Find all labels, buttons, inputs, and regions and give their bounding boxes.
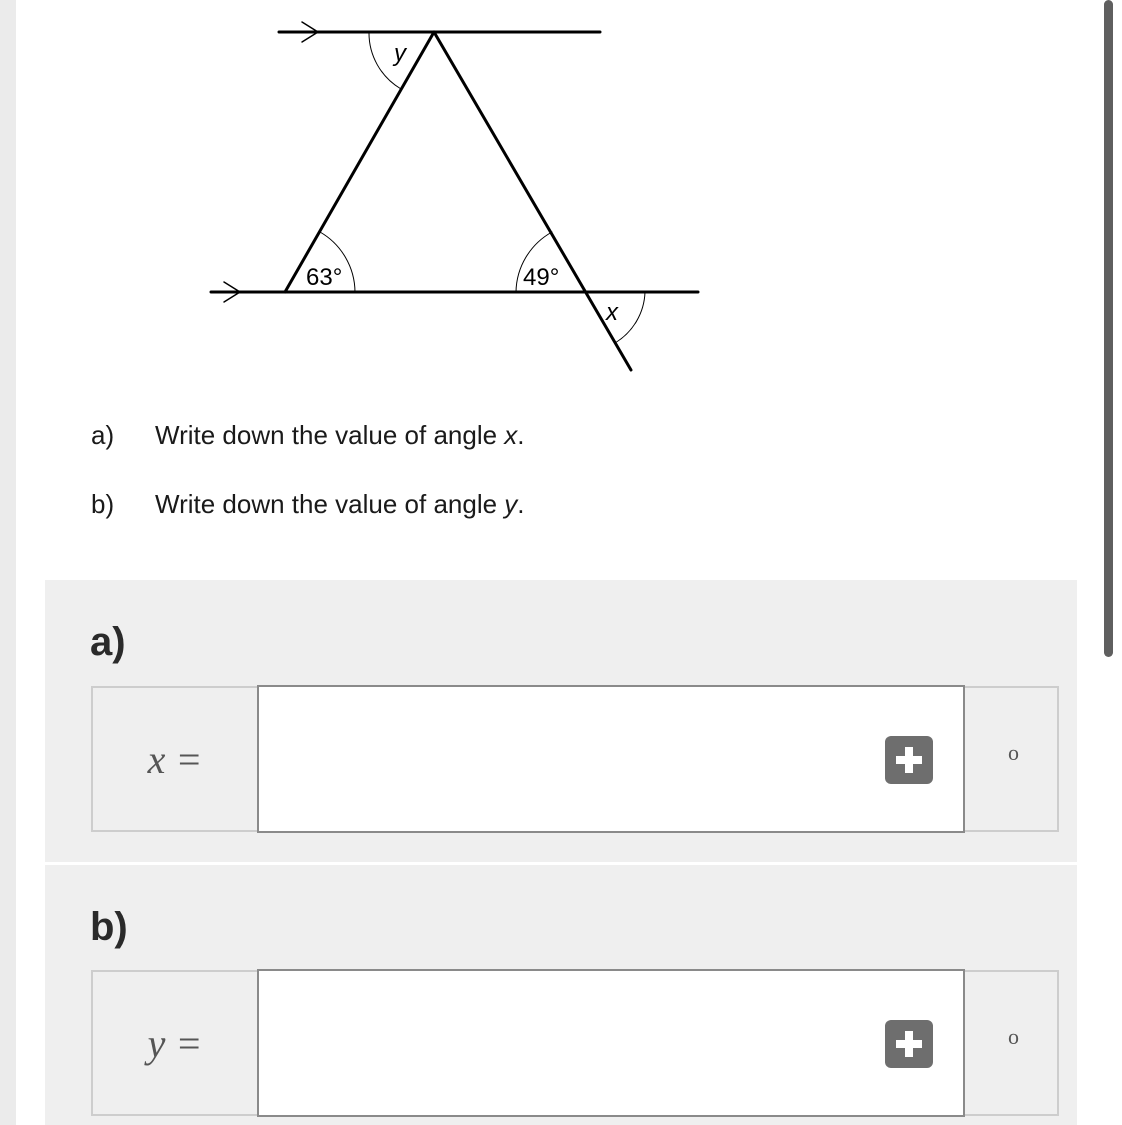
answer-a-degree-unit: o [1008, 740, 1019, 765]
scrollbar-thumb[interactable] [1104, 0, 1113, 657]
angle-63-label: 63° [306, 264, 343, 291]
question-b-text: Write down the value of angle y. [155, 489, 525, 519]
angle-y-label: y [394, 40, 406, 67]
question-b-label: b) [91, 489, 115, 519]
answer-a-row [91, 686, 1059, 832]
plus-icon[interactable] [885, 1020, 933, 1068]
angle-x-label: x [606, 299, 618, 326]
answer-b-variable-label: y = [147, 1020, 203, 1066]
question-a-label: a) [91, 420, 115, 450]
answer-panel-a [45, 580, 1077, 862]
arc-angle-x [615, 292, 645, 343]
question-a-text: Write down the value of angle x. [155, 420, 525, 450]
plus-icon[interactable] [885, 736, 933, 784]
answer-a-heading: a) [90, 620, 126, 664]
answer-b-heading: b) [90, 905, 128, 949]
answer-b-degree-unit: o [1008, 1024, 1019, 1049]
answer-a-variable-label: x = [147, 736, 203, 782]
angle-diagram [0, 0, 1100, 400]
right-transversal [434, 32, 631, 370]
left-transversal [285, 32, 434, 292]
answer-panel-b [45, 865, 1077, 1125]
answer-b-row [91, 970, 1059, 1116]
angle-49-label: 49° [523, 264, 560, 291]
answer-a-input[interactable] [257, 685, 965, 833]
answer-b-input[interactable] [257, 969, 965, 1117]
